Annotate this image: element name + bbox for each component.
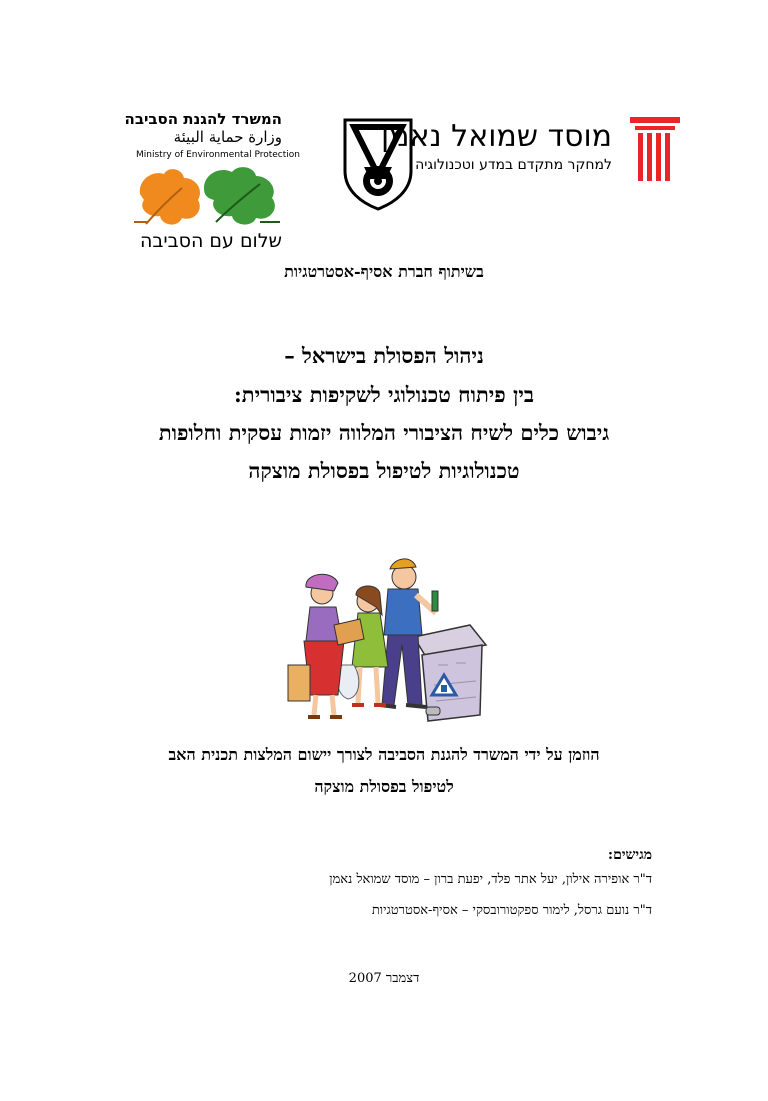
- leaves-icon: [134, 164, 282, 228]
- partnership-line: בשיתוף חברת אסיף-אסטרטגיות: [284, 262, 484, 281]
- title-line-1: ניהול הפסולת בישראל –: [284, 343, 484, 368]
- recycling-cartoon-illustration: [276, 555, 496, 723]
- commission-line-1: הוזמן על ידי המשרד להגנת הסביבה לצורך יישום המלצות תכנית האב: [168, 745, 600, 764]
- commission-line-2: לטיפול בפסולת מוצקה: [314, 777, 454, 796]
- neaman-name: מוסד שמואל נאמן: [381, 119, 612, 154]
- ministry-arabic-name: وزارة حماية البيئة: [173, 128, 282, 146]
- title-line-3: גיבוש כלים לשיח הציבורי המלווה יזמות עסקית וחלופות: [158, 420, 610, 445]
- ministry-hebrew-name: המשרד להגנת הסביבה: [124, 110, 282, 128]
- presenters-label: מגישים:: [607, 847, 652, 863]
- title-line-4: טכנולוגיות לטיפול בפסולת מוצקה: [248, 458, 520, 483]
- neaman-subtitle: למחקר מתקדם במדע וטכנולוגיה: [415, 157, 612, 173]
- ministry-logo: [124, 110, 300, 252]
- columns-icon: [630, 117, 680, 183]
- ministry-english-name: Ministry of Environmental Protection: [136, 150, 300, 160]
- neaman-logo: [381, 115, 680, 185]
- ministry-slogan: שלום עם הסביבה: [140, 230, 282, 252]
- presenter-line-1: ד"ר אופירה אילון, יעל אתר פלד, יפעת ברון – מוסד שמואל נאמן: [329, 872, 652, 887]
- report-date: דצמבר 2007: [348, 971, 420, 986]
- title-line-2: בין פיתוח טכנולוגי לשקיפות ציבורית:: [234, 382, 534, 407]
- presenter-line-2: ד"ר נועם גרסל, לימור ספקטורובסקי – אסיף-אסטרטגיות: [371, 903, 652, 918]
